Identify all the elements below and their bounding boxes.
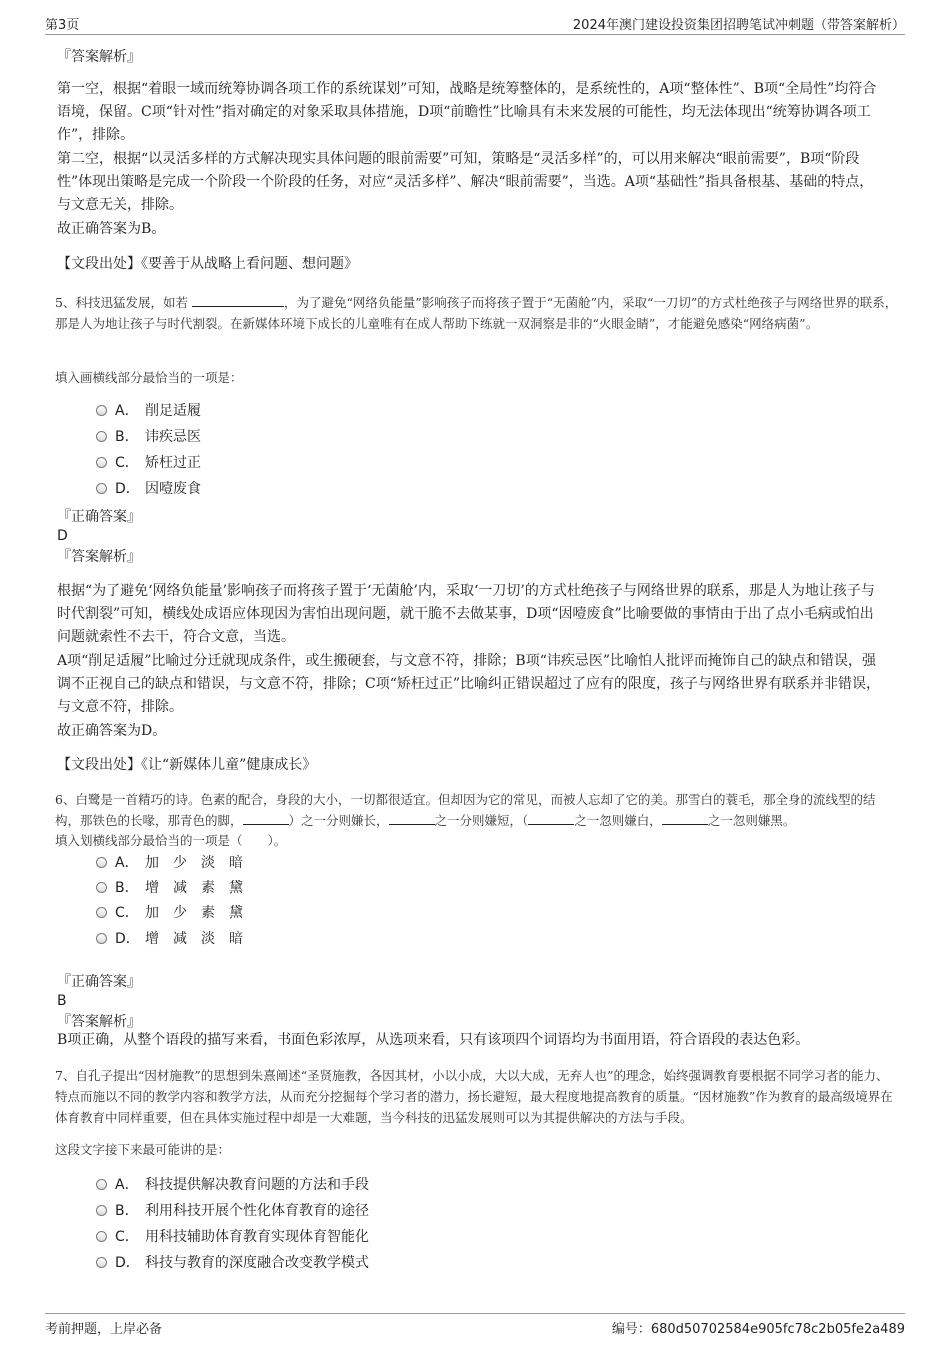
- q4-analysis-p1: 第一空，根据“着眼一域而统筹协调各项工作的系统谋划”可知，战略是统筹整体的，是系统性的，A项“整体性”、B项“全局性”均符合语境，保留。C项“针对性”指对确定的对象采取具体措施，D项“前瞻性”比喻具有未来发展的可能性，均无法体现出“统筹协调各项工作”，排除。: [57, 81, 877, 143]
- q6-answer-title: 『正确答案』: [57, 974, 141, 990]
- option-text: 加 少 素 黛: [145, 905, 243, 921]
- option-letter: C．: [115, 455, 139, 471]
- q7-prompt: 这段文字接下来最可能讲的是：: [55, 1142, 231, 1157]
- q6-blank-4: [662, 810, 708, 825]
- option-text: 因噎废食: [145, 481, 201, 497]
- radio-icon[interactable]: [96, 1179, 107, 1190]
- q5-blank: [192, 292, 284, 307]
- q4-analysis-p2: 第二空，根据“以灵活多样的方式解决现实具体问题的眼前需要”可知，策略是“灵活多样”的，可以用来解决“眼前需要”，B项“阶段性”体现出策略是完成一个阶段一个阶段的任务，对应“灵活多样”、解决“眼前需要”，当选。A项“基础性”指具备根基、基础的特点，与文意无关，排除。: [57, 151, 874, 213]
- page-footer: [45, 1313, 905, 1338]
- q6-option-d[interactable]: [96, 928, 243, 950]
- q6-answer: B: [57, 993, 67, 1009]
- radio-icon[interactable]: [96, 1205, 107, 1216]
- radio-icon[interactable]: [96, 933, 107, 944]
- option-text: 科技提供解决教育问题的方法和手段: [145, 1177, 369, 1193]
- radio-icon[interactable]: [96, 882, 107, 893]
- radio-icon[interactable]: [96, 457, 107, 468]
- q5-option-d[interactable]: [96, 478, 201, 500]
- option-text: 矫枉过正: [145, 455, 201, 471]
- option-text: 增 减 素 黛: [145, 880, 243, 896]
- q4-source: 【文段出处】《要善于从战略上看问题、想问题》: [57, 256, 358, 272]
- option-text: 讳疾忌医: [145, 429, 201, 445]
- page-number: 第3页: [45, 18, 80, 33]
- option-text: 利用科技开展个性化体育教育的途径: [145, 1203, 369, 1219]
- radio-icon[interactable]: [96, 1257, 107, 1268]
- q6-stem: [55, 789, 900, 831]
- option-text: 加 少 淡 暗: [145, 855, 243, 871]
- q5-conclusion: 故正确答案为D。: [57, 723, 167, 739]
- q7-option-c[interactable]: [96, 1226, 369, 1248]
- q5-option-b[interactable]: [96, 426, 201, 448]
- q5-prompt: 填入画横线部分最恰当的一项是：: [55, 370, 243, 385]
- radio-icon[interactable]: [96, 907, 107, 918]
- option-letter: D．: [115, 931, 140, 947]
- option-letter: D．: [115, 1255, 140, 1271]
- q7-option-a[interactable]: [96, 1174, 369, 1196]
- q7-option-b[interactable]: [96, 1200, 369, 1222]
- q6-stem-part: ）之一分则嫌长，: [288, 813, 389, 828]
- q5-answer: D: [57, 528, 68, 544]
- q7-stem: 7、自孔子提出“因材施教”的思想到朱熹阐述“圣贤施教，各因其材，小以小成，大以大成，无弃人也”的理念，始终强调教育要根据不同学习者的能力、特点而施以不同的教学内容和教学方法，从而充分挖掘每个学习者的潜力，扬长避短，最大程度地提高教育的质量。“因材施教”作为教育的最高级境界在体育教育中同样重要，但在具体实施过程中却是一大难题，当今科技的迅猛发展则可以为其提供解决的方法与手段。: [55, 1068, 893, 1125]
- q6-prompt: 填入划横线部分最恰当的一项是（ ）。: [55, 833, 287, 848]
- q5-option-a[interactable]: [96, 400, 201, 422]
- option-letter: D．: [115, 481, 140, 497]
- option-letter: B．: [115, 1203, 139, 1219]
- q6-stem-part: 之一忽则嫌白，: [574, 813, 662, 828]
- q4-analysis-title: 『答案解析』: [57, 49, 141, 65]
- option-text: 削足适履: [145, 403, 201, 419]
- q6-blank-3: [528, 810, 574, 825]
- radio-icon[interactable]: [96, 483, 107, 494]
- q5-source: 【文段出处】《让“新媒体儿童”健康成长》: [57, 757, 317, 773]
- option-letter: C．: [115, 905, 139, 921]
- q6-blank-1: [243, 810, 289, 825]
- q6-option-b[interactable]: [96, 877, 243, 899]
- q6-analysis-p1: B项正确，从整个语段的描写来看，书面色彩浓厚，从选项来看，只有该项四个词语均为书面用语，符合语段的表达色彩。: [57, 1032, 810, 1048]
- option-letter: B．: [115, 429, 139, 445]
- radio-icon[interactable]: [96, 431, 107, 442]
- option-letter: B．: [115, 880, 139, 896]
- document-code: 编号：680d50702584e905fc78c2b05fe2a489: [611, 1322, 905, 1337]
- option-letter: A．: [115, 855, 139, 871]
- q5-answer-title: 『正确答案』: [57, 509, 141, 525]
- q6-stem-part: 之一忽则嫌黑。: [707, 813, 796, 828]
- q5-analysis-p2: A项“削足适履”比喻过分迁就现成条件，或生搬硬套，与文意不符，排除；B项“讳疾忌医”比喻怕人批评而掩饰自己的缺点和错误，强调不正视自己的缺点和错误，与文意不符，排除；C项“矫枉过正”比喻纠正错误超过了应有的限度，孩子与网络世界有联系并非错误，与文意不符，排除。: [57, 653, 881, 715]
- option-letter: A．: [115, 1177, 139, 1193]
- option-text: 科技与教育的深度融合改变教学模式: [145, 1255, 369, 1271]
- q6-analysis-title: 『答案解析』: [57, 1014, 141, 1030]
- option-text: 用科技辅助体育教育实现体育智能化: [145, 1229, 369, 1245]
- footer-slogan: 考前押题，上岸必备: [45, 1322, 163, 1337]
- option-letter: C．: [115, 1229, 139, 1245]
- q6-stem-part: 6、白鹭是一首精巧的诗。色素的配合，身段的大小，一切都很适宜。但却因为它的常见，而被人忘却了它的美。那雪白的蓑毛，那全身的流线型的结构，那铁色的长喙，那青色的脚，: [55, 792, 876, 828]
- q5-option-c[interactable]: [96, 452, 201, 474]
- page-header: [45, 12, 905, 35]
- option-text: 增 减 淡 暗: [145, 931, 243, 947]
- q6-blank-2: [389, 810, 435, 825]
- radio-icon[interactable]: [96, 1231, 107, 1242]
- radio-icon[interactable]: [96, 857, 107, 868]
- q6-option-a[interactable]: [96, 852, 243, 874]
- q6-stem-part: 之一分则嫌短，（: [434, 813, 529, 828]
- q5-analysis-p1: 根据“为了避免‘网络负能量’影响孩子而将孩子置于‘无菌舱’内，采取‘一刀切’的方式杜绝孩子与网络世界的联系，那是人为地让孩子与时代割裂”可知，横线处成语应体现因为害怕出现问题，就干脆不去做某事，D项“因噎废食”比喻要做的事情由于出了点小毛病或怕出问题就索性不去干，符合文意，当选。: [57, 583, 875, 645]
- radio-icon[interactable]: [96, 405, 107, 416]
- q7-option-d[interactable]: [96, 1252, 369, 1274]
- document-title: 2024年澳门建设投资集团招聘笔试冲刺题（带答案解析）: [572, 18, 905, 33]
- q4-conclusion: 故正确答案为B。: [57, 221, 166, 237]
- q6-option-c[interactable]: [96, 902, 243, 924]
- q5-analysis-title: 『答案解析』: [57, 549, 141, 565]
- option-letter: A．: [115, 403, 139, 419]
- q5-stem-a: 5、科技迅猛发展，如若: [55, 295, 188, 310]
- q5-stem-b: ，为了避免“网络负能量”影响孩子而将孩子置于“无菌舱”内，采取“一刀切”的方式杜绝孩子与网络世界的联系，那是人为地让孩子与时代割裂。在新媒体环境下成长的儿童唯有在成人帮助下练就一双洞察是非的“火眼金睛”，才能避免感染“网络病菌”。: [55, 295, 898, 331]
- q5-stem: [55, 292, 900, 334]
